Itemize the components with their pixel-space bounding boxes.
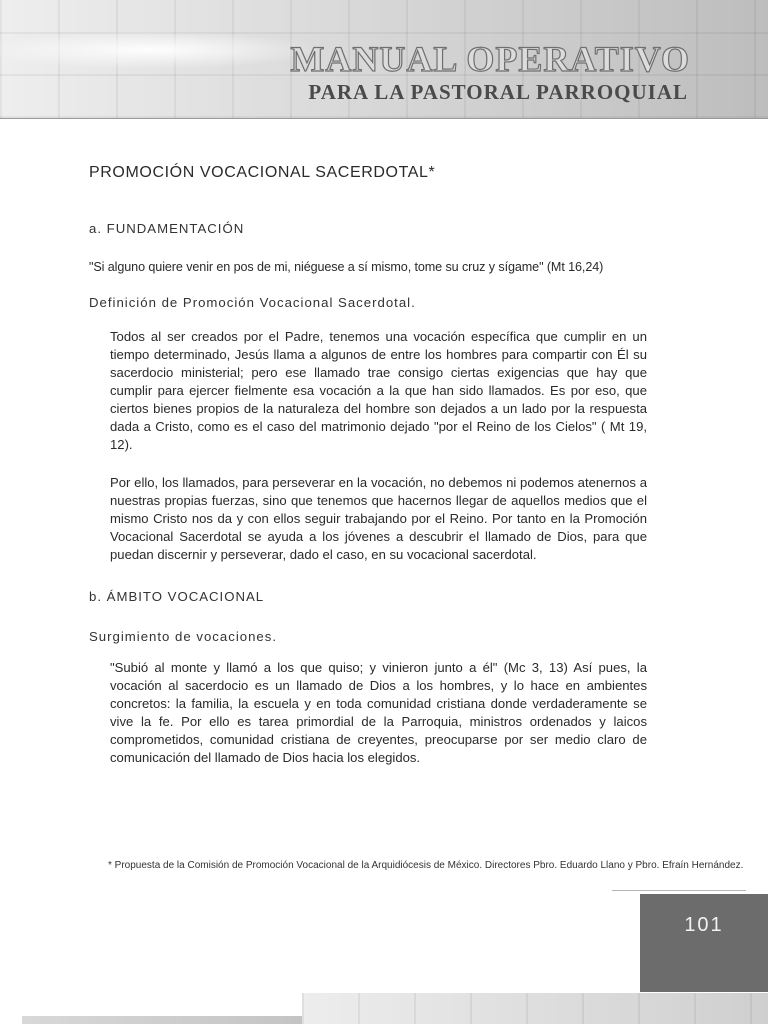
footnote: * Propuesta de la Comisión de Promoción Vocacional de la Arquidiócesis de México. Directores Pbro. Eduardo Llano y Pbro. Efraín Hernández. [108, 860, 744, 871]
definition-heading: Definición de Promoción Vocacional Sacerdotal. [89, 295, 416, 310]
divider [612, 890, 746, 891]
section-a-paragraph-1: Todos al ser creados por el Padre, tenemos una vocación específica que cumplir en un tiempo determinado, Jesús llama a algunos de entre los hombres para compartir con Él su sacerdocio ministerial; pero ese llamado trae consigo ciertas exigencias que hay que cumplir para ejercer fielmente esa vocación a la que han sido llamados. Es por eso, que ciertos bienes propios de la naturaleza del hombre son dejados a un lado por la respuesta dada a Cristo, como es el caso del matrimonio dejado "por el Reino de los Cielos" ( Mt 19, 12). [110, 329, 647, 452]
section-a-heading: a. FUNDAMENTACIÓN [89, 221, 245, 236]
header-title: MANUAL OPERATIVO [290, 39, 690, 79]
page-number-box [640, 894, 768, 992]
page-content [89, 164, 647, 767]
header-subtitle: PARA LA PASTORAL PARROQUIAL [308, 80, 688, 104]
section-b-paragraph-1: "Subió al monte y llamó a los que quiso; y vinieron junto a él" (Mc 3, 13) Así pues, la vocación al sacerdocio es un llamado de Dios a los hombres, y lo hace en ambientes concretos: la familia, la escuela y en toda comunidad cristiana donde verdaderamente se vive la fe. Por ello es tarea primordial de la Parroquia, ministros ordenados y laicos comprometidos, comunidad cristiana de creyentes, preocuparse por ser medio claro de comunicación del llamado de Dios hacia los elegidos. [110, 660, 647, 765]
section-b-heading: b. ÁMBITO VOCACIONAL [89, 589, 265, 604]
section-b-subheading: Surgimiento de vocaciones. [89, 629, 278, 644]
page-number: 101 [684, 914, 724, 936]
footer-strip [22, 1016, 302, 1024]
header-banner [0, 0, 768, 119]
page-title: PROMOCIÓN VOCACIONAL SACERDOTAL* [89, 164, 436, 181]
section-a-quote: "Si alguno quiere venir en pos de mi, niéguese a sí mismo, tome su cruz y sígame" (Mt 16,24) [89, 260, 604, 274]
footer-banner [302, 993, 768, 1024]
section-a-paragraph-2: Por ello, los llamados, para perseverar en la vocación, no debemos ni podemos atenernos a nuestras propias fuerzas, sino que tenemos que hacernos llegar de aquellos medios que el mismo Cristo nos da y con ellos seguir trabajando por el Reino. Por tanto en la Promoción Vocacional Sacerdotal se ayuda a los jóvenes a descubrir el llamado de Dios, para que puedan discernir y perseverar, dado el caso, en su vocacional sacerdotal. [110, 475, 647, 562]
